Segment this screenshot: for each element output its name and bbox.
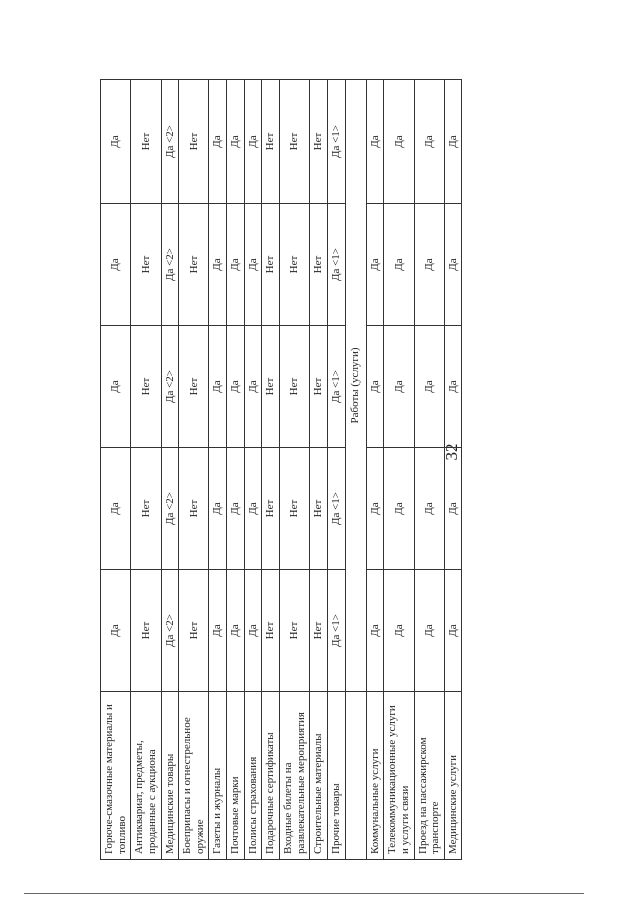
value-cell: Нет [131,570,161,692]
row-label: Подарочные сертификаты [262,692,280,860]
footer-rule [24,893,584,894]
row-label: Антиквариат, предметы, проданные с аукциона [131,692,161,860]
value-cell: Да [244,448,262,570]
value-cell: Да [227,80,245,204]
value-cell: Да [209,80,227,204]
value-cell: Да [101,326,131,448]
value-cell: Да [366,204,384,326]
value-cell: Нет [179,448,209,570]
table-row [262,80,280,860]
value-cell: Нет [310,80,328,204]
value-cell: Да [101,570,131,692]
value-cell: Да [209,326,227,448]
value-cell: Нет [280,326,310,448]
value-cell: Да <1> [327,80,345,204]
row-label: Коммунальные услуги [366,692,384,860]
permissions-table [100,79,462,860]
page-number: 32 [442,443,461,461]
value-cell: Да [227,204,245,326]
value-cell: Нет [179,570,209,692]
value-cell: Да <1> [327,448,345,570]
value-cell: Да [384,326,414,448]
value-cell: Нет [280,80,310,204]
value-cell: Да [227,326,245,448]
value-cell: Да [414,570,444,692]
value-cell: Нет [280,204,310,326]
value-cell: Да [384,448,414,570]
value-cell: Да [444,448,462,570]
value-cell: Нет [262,448,280,570]
value-cell: Да <2> [161,570,179,692]
value-cell: Да [414,448,444,570]
value-cell: Нет [310,448,328,570]
value-cell: Да [101,448,131,570]
value-cell: Нет [131,448,161,570]
value-cell: Да [209,448,227,570]
value-cell: Нет [310,326,328,448]
table-row [161,80,179,860]
value-cell: Да <1> [327,204,345,326]
section-heading: Работы (услуги) [345,80,366,692]
value-cell: Нет [280,570,310,692]
row-label: Телекоммуникационные услуги и услуги связи [384,692,414,860]
table-row [327,80,345,860]
value-cell: Да [444,326,462,448]
value-cell: Нет [262,570,280,692]
value-cell: Нет [131,326,161,448]
table-row [131,80,161,860]
row-label: Проезд на пассажирском транспорте [414,692,444,860]
value-cell: Да [414,204,444,326]
table-row [384,80,414,860]
value-cell: Нет [179,326,209,448]
value-cell: Да [444,570,462,692]
value-cell: Да [244,204,262,326]
table-row [209,80,227,860]
value-cell: Да <2> [161,448,179,570]
value-cell: Да [444,80,462,204]
table-row [366,80,384,860]
value-cell: Да [366,448,384,570]
table-row [244,80,262,860]
table-row [310,80,328,860]
value-cell: Да <1> [327,326,345,448]
value-cell: Да [414,80,444,204]
value-cell: Да [384,80,414,204]
value-cell: Да [384,570,414,692]
value-cell: Да [244,80,262,204]
section-blank-cell [345,692,366,860]
value-cell: Нет [262,80,280,204]
table-row [179,80,209,860]
row-label: Входные билеты на развлекательные мероприятия [280,692,310,860]
value-cell: Да [101,204,131,326]
value-cell: Да [384,204,414,326]
value-cell: Да [244,570,262,692]
value-cell: Да [366,570,384,692]
value-cell: Да [209,570,227,692]
value-cell: Нет [179,80,209,204]
table-row [444,80,462,860]
row-label: Горюче-смазочные материалы и топливо [101,692,131,860]
value-cell: Да <2> [161,80,179,204]
value-cell: Нет [179,204,209,326]
row-label: Почтовые марки [227,692,245,860]
row-label: Прочие товары [327,692,345,860]
value-cell: Да <2> [161,326,179,448]
value-cell: Нет [262,326,280,448]
value-cell: Да [244,326,262,448]
row-label: Боеприпасы и огнестрельное оружие [179,692,209,860]
value-cell: Да <2> [161,204,179,326]
row-label: Газеты и журналы [209,692,227,860]
value-cell: Да [414,326,444,448]
section-row [345,80,366,860]
table-row [280,80,310,860]
value-cell: Да [227,570,245,692]
table-row [101,80,131,860]
row-label: Медицинские товары [161,692,179,860]
value-cell: Нет [131,204,161,326]
value-cell: Да <1> [327,570,345,692]
row-label: Полисы страхования [244,692,262,860]
value-cell: Нет [310,570,328,692]
value-cell: Нет [131,80,161,204]
value-cell: Да [101,80,131,204]
row-label: Строительные материалы [310,692,328,860]
value-cell: Да [444,204,462,326]
value-cell: Нет [310,204,328,326]
row-label: Медицинские услуги [444,692,462,860]
value-cell: Нет [280,448,310,570]
value-cell: Да [227,448,245,570]
value-cell: Да [366,80,384,204]
value-cell: Да [366,326,384,448]
table-row [227,80,245,860]
table-row [414,80,444,860]
value-cell: Да [209,204,227,326]
value-cell: Нет [262,204,280,326]
